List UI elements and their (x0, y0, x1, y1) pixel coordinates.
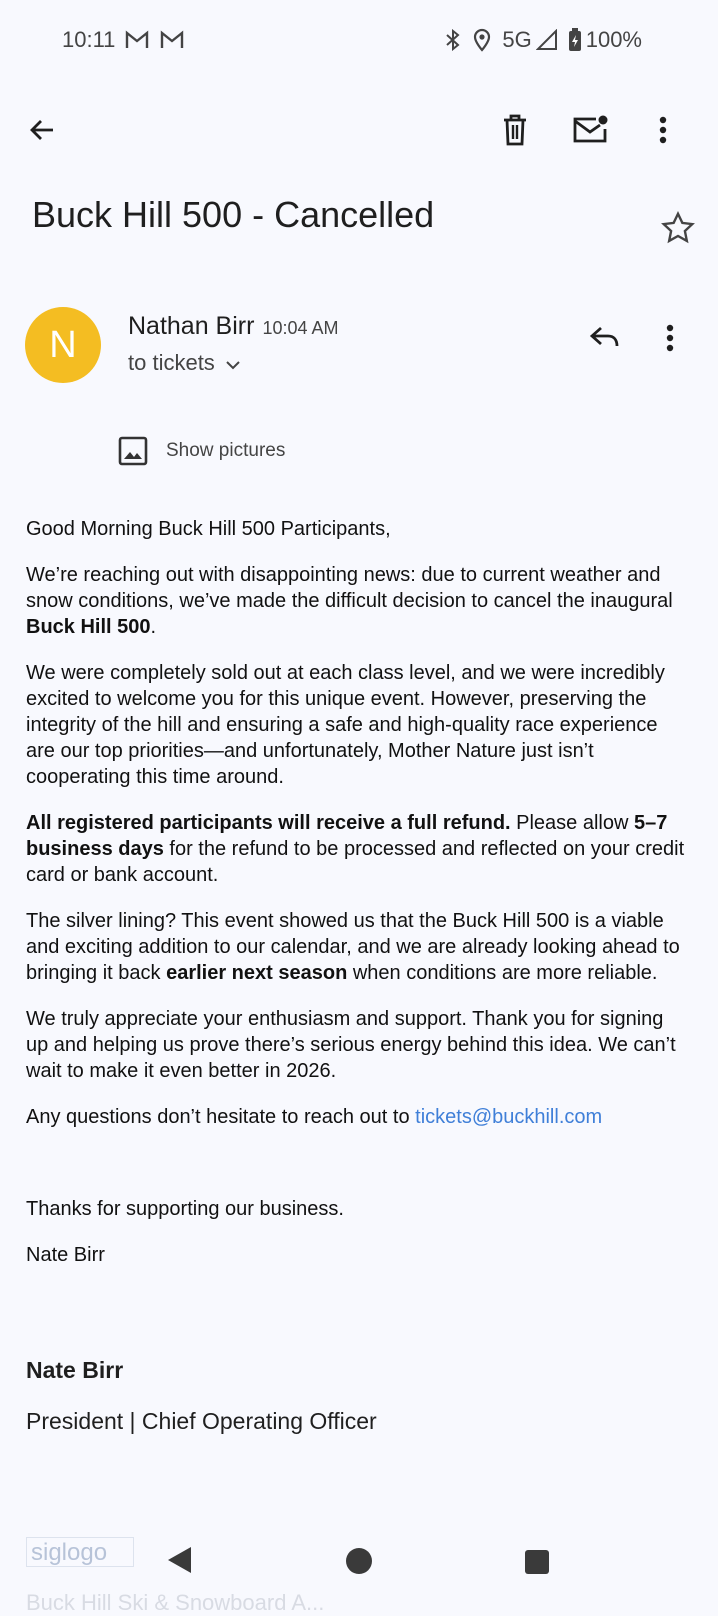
email-subject: Buck Hill 500 - Cancelled (32, 194, 435, 235)
show-pictures-label: Show pictures (166, 440, 286, 461)
p1-bold: Buck Hill 500 (26, 616, 151, 638)
more-options-button[interactable] (643, 110, 683, 150)
more-vert-icon (666, 324, 674, 352)
gmail-notification-icon (125, 30, 149, 50)
battery-percent: 100% (585, 27, 642, 52)
paragraph-5: We truly appreciate your enthusiasm and support. Thank you for signing up and helping us prove there’s serious energy behind this idea. We can’t wait to make it even better in 2026. (26, 1008, 676, 1082)
p3-text: Please allow (510, 812, 634, 834)
p6-text: Any questions don’t hesitate to reach out to (26, 1106, 416, 1128)
p3-end: for the refund to be processed and reflected on your credit card or bank account. (26, 838, 685, 886)
signature-title: President | Chief Operating Officer (26, 1408, 377, 1434)
sent-time: 10:04 AM (262, 318, 339, 338)
p1-end: . (150, 616, 157, 638)
signature-footer: Buck Hill Ski & Snowboard A... (26, 1590, 325, 1615)
recipient-toggle[interactable] (128, 350, 241, 376)
recipient-label: to tickets (128, 350, 215, 375)
reply-icon (589, 325, 621, 351)
network-label: 5G (502, 27, 532, 52)
sender-name[interactable]: Nathan Birr (128, 312, 255, 340)
signature-logo-image: siglogo (26, 1537, 134, 1567)
chevron-down-icon (225, 359, 241, 371)
email-link[interactable]: tickets@buckhill.com (415, 1106, 603, 1128)
paragraph-2: We were completely sold out at each class level, and we were incredibly excited to welcome you for this unique event. However, preserving the integrity of the hill and ensuring a safe and high-quality race experience are our top priorities—and unfortunately, Mother Nature just isn’t cooperating this time around. (26, 662, 665, 788)
status-icons (444, 27, 642, 53)
paragraph-6 (26, 1104, 686, 1130)
email-body (26, 516, 686, 1288)
trash-icon (501, 114, 529, 146)
arrow-back-icon (27, 115, 57, 145)
nav-back-icon[interactable] (165, 1545, 193, 1575)
paragraph-1 (26, 562, 686, 640)
status-time: 10:11 (62, 27, 116, 52)
nav-recents-icon[interactable] (524, 1549, 550, 1575)
gmail-notification-icon (160, 30, 184, 50)
mark-unread-button[interactable] (570, 110, 610, 150)
reply-button[interactable] (585, 318, 625, 358)
greeting: Good Morning Buck Hill 500 Participants, (26, 518, 391, 540)
thanks-line: Thanks for supporting our business. (26, 1198, 344, 1220)
p3-bold-days: 5–7 business days (26, 812, 668, 860)
more-vert-icon (659, 116, 667, 144)
delete-button[interactable] (495, 110, 535, 150)
bluetooth-icon (444, 29, 462, 51)
paragraph-4 (26, 908, 686, 986)
show-pictures-button[interactable] (118, 436, 285, 466)
sign-off: Nate Birr (26, 1244, 105, 1266)
p4-end: when conditions are more reliable. (347, 962, 658, 984)
signature-name: Nate Birr (26, 1357, 124, 1383)
image-icon (118, 436, 148, 466)
p4-bold: earlier next season (166, 962, 348, 984)
p4-text: The silver lining? This event showed us that the Buck Hill 500 is a viable and exciting addition to our calendar, and we are already looking ahead to bringing it back (26, 910, 680, 984)
sender-line (128, 312, 339, 341)
signal-icon (536, 29, 558, 51)
battery-icon (568, 28, 582, 52)
avatar[interactable]: N (25, 307, 101, 383)
message-more-button[interactable] (650, 318, 690, 358)
paragraph-3 (26, 810, 686, 888)
p3-bold-refund: All registered participants will receive a full refund. (26, 812, 511, 834)
nav-home-icon[interactable] (345, 1547, 373, 1575)
location-icon (472, 28, 492, 52)
p1-text: We’re reaching out with disappointing news: due to current weather and snow conditions, we’ve made the difficult decision to cancel the inaugural (26, 564, 673, 612)
star-icon[interactable] (660, 210, 696, 246)
back-button[interactable] (22, 110, 62, 150)
mail-unread-icon (572, 115, 608, 145)
